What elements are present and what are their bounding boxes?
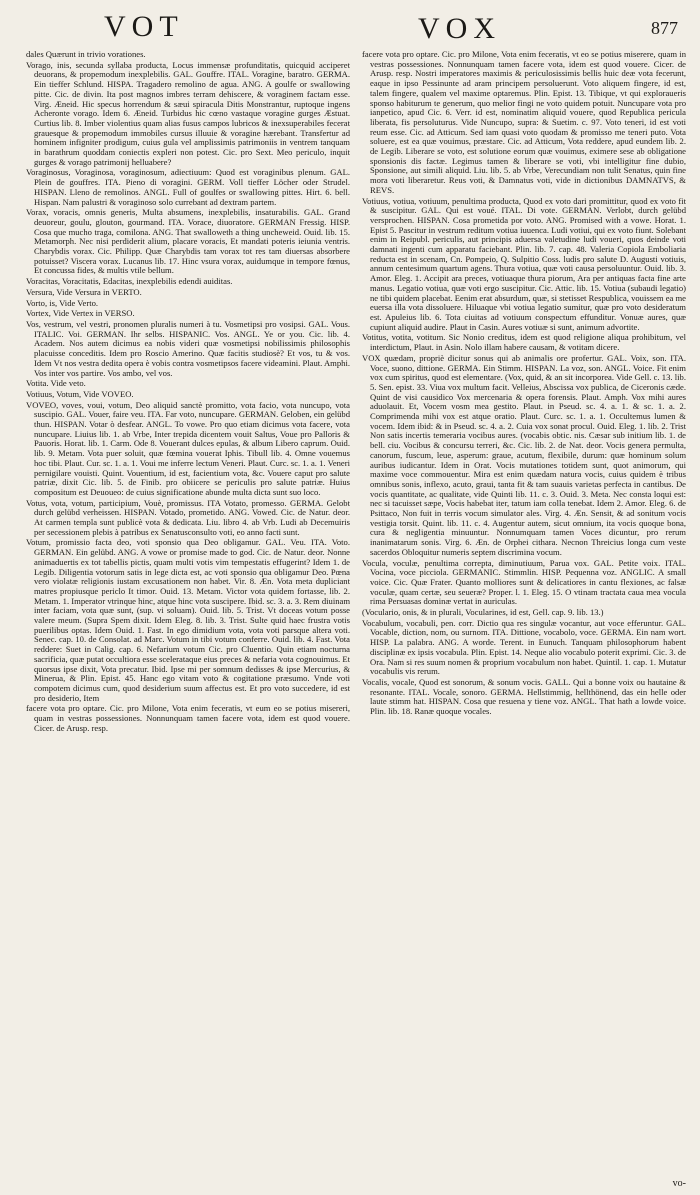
dictionary-entry: Versura, Vide Versura in VERTO. — [26, 286, 142, 297]
dictionary-entry: Votum, promissio facta deo, voti sponsio qua Deo obligamur. GAL. Veu. ITA. Voto. GERMAN. Ein gelübd. ANG. A vowe or promise made to god. Cic. de Natur. deor. Nonne animaduertis ex tot tabellis pictis, quam multi votis vim tempestatis effugerint? Idem 1. de Legib. Diligentia votorum satis in lege dicta est, ac voti sponsio qua obligamur Deo. Pœna vero violatæ religionis iustam excusationem non habet. Vir. 8. Æn. Vota meta dupliciant matres propiusque periclo It timor. Ouid. 13. Metam. Victor vota quidem fortasse, lib. 2. Metam. 1. Imperator vtrinque hinc, atque hinc vota suscipere. Ibid. sc. 3. a. 3. Rem diuinam inter faciam, vota quæ sunt, (sup. vi soluam). Ouid. lib. 5. Trist. Vt doceas votum posse valere meum. (Supra Spem dixit. Idem Eleg. 8. lib. 3. Trist. Sulte quid haec frustra votis puerilibus optas. Idem Ouid. 1. Fast. In ego dimidium vota, vota voti parsque altera voti. Senec. cap. 10. de Consolat. ad Marc. Votum in tibi votum conferre. Ouid. lib. 4. Fast. Vota reddere: Suet in Calig. cap. 6. Nefarium votum Cic. pro Cluentio. Quin etiam nocturna sacrificia, quæ putat occultiora esse scelerataque eius preces & nefaria vota cognouimus. Et quorsus ipse dixit, Vota precatur. Ibid. Ipse mi per somnum dedisses & ipse Mercurius, & Minerua, & Plin. Epist. 45. Hanc ego vitam voto & cogitatione præsumo. Vnde voti compotem dicimus cum, quod desiderium suum affectus est. Et pro voto succedere, id est pro desiderio, Item — [26, 537, 350, 703]
page-number: 877 — [651, 18, 678, 38]
dictionary-entry: Vorago, inis, secunda syllaba producta, Locus immensæ profunditatis, quicquid acciperet deuorans, & propemodum inexplebilis. GAL. Gouffre. ITAL. Voragine, baratro. GERMA. Ein tieffer Schlund. HISPA. Tragadero remolino de agua. ANG. A goulfe or swallowing pitte. Cic. de divin. Ita post magnos imbres terram dehiscere, & voraginem factam esse. Virg. Æneid. Hic specus horrendum & sæui spiracula Ditis Monstrantur, ruptoque ingens Acheronte vorago. Idem 6. Æneid. Turbidus hic cœno vastaque voragine gurges Æstuat. Curtius lib. 8. Imber violentius quam alias fusus campos lubricos & inexsuperabiles fecerat grauesque & propemodum immobiles cursus illuuie & voragine hærebant. Transfertur ad hominem infigniter prodigum, cuius gula vel amplissimis patrimoniis in ventrem tanquam in barathrum quoddam coniectis expleri non potest. Cic. pro Sext. Meo periculo, inquit gurges & vorago patrimonij helluabere? — [26, 59, 350, 167]
dictionary-entry: Votita. Vide veto. — [26, 378, 86, 389]
dictionary-entry: Votus, vota, votum, participium, Vouè, promissus. ITA Votato, promesso. GERMA. Gelobt durch gelübd verheissen. HISPAN. Votado, prometido. ANG. Vowed. Cic. de Natur. deor. At carmen templa sunt publicè vota & dedicata. Liu. libro 4. ab Vrb. Ludi ab Decemuiris per secessionem plebis à patribus ex Senatusconsulto voti, eo anno facti sunt. — [26, 497, 350, 537]
header-left-word: VOT — [104, 10, 184, 43]
dictionary-entry: Vorto, is, Vide Verto. — [26, 297, 99, 308]
dictionary-entry: Vocalis, vocale, Quod est sonorum, & sonum vocis. GALL. Qui a bonne voix ou hautaine & resonante. ITAL. Vocale, sonoro. GERMA. Hellstimmig, hellthönend, das ein helle oder laute stimm hat. HISPAN. Cosa que resuena y tiene voz. ANGL. That hath a lowde voice. Plin. lib. 18. Ranæ quoque vocales. — [362, 677, 686, 717]
dictionary-entry: Vocula, voculæ, penultima correpta, diminutiuum, Parua vox. GAL. Petite voix. ITAL. Vocina, voce picciola. GERMANIC. Stimmlin. HISP. Pequenna voz. ANGLIC. A small voice. Cic. Quæ Frater. Quanto molliores sunt & delicatiores in cantu flexiones, ac falsæ voculæ, quam certæ, seu seueræ? Proper. l. 1. Eleg. 15. O vtinam tractata caua mea vocula rima Persuasas dominæ vertat in auriculas. — [362, 557, 686, 607]
page-foot — [26, 1178, 686, 1189]
dictionary-entry: Vos, vestrum, vel vestri, pronomen pluralis numeri à tu. Vosmetipsi pro vosipsi. GAL. Vous. ITALIC. Voi. GERMAN. Ihr selbs. HISPANIC. Vos. ANGL. Ye or you. Cic. lib. 4. Academ. Nos autem dicimus ea nobis videri quæ vosmetipsi nobilissimis philosophis placuisse conceditis. Idem pro Roscio Amerino. Quæ facitis studiosè? Et vos, tu & vos. Idem Vt nos vestra dedita opera è vobis contra vosmetipsos facere videamini. Plaut. Amphi. Vos inter vos partire. Vos ambo, vel vos. — [26, 318, 350, 378]
dictionary-entry: Votiuus, Votum, Vide VOVEO. — [26, 388, 134, 399]
dictionary-entry: VOX quædam, propriè dicitur sonus qui ab animalis ore profertur. GAL. Voix, son. ITA. Voce, suono, dittione. GERMA. Ein Stimm. HISPAN. La voz, son. ANGL. Voice. Fit enim vox cum spiritus, quod est elementare. (Vox, quid, & an sit incorporea. Vide Gell. c. 13. lib. 5. Sen. epist. 33. Viua vox multum facit. Velleius, Abscissa vox publica, de Ciceronis cæde. Quint de visi causidico Vox mercenaria & opera forensis. Plaut. Amph. Vox mihi aures aduolauit. Et, Vocem vosm mea gestito. Plaut. in Pseud. sc. 4. a. 1. & sc. 1. a. 2. Comprimenda mihi vox est atque oratio. Plaut. Curc. sc. 1. a. 1. Occultemus lumen & vocem. Idem ibid: & in Pseud. sc. 4. a. 2. Cuia vox sonat procul. Ouid. Eleg. 1. lib. 2. Trist Non satis incertis temeraria vocibus aures. (vocabis obtic. nis. Cæsar sub initium lib. 1. de bell. ciu. Vocibus & concursu terreri, &c. Cic. lib. 2. de Nat. deor. Vocis genera permulta, canorum, fuscum, leue, asperum: graue, acutum, flexibile, durum: quæ hominum solum auribus iudicantur. Idem in Orat. Vocis mutationes totidem sunt, quot animorum, qui maxime voce commouentur. Mira est enim quædam natura vocis, cuius quidem è tribus omnibus sonis, inflexo, acuto, graui, tanta fit & tam suauis varietas perfecta in cantibus. De vocis quantitate, ac qualitate, vide Quinti lib. 11. c. 3. Ouid. 3. Meta. Nec consta loqui est: nec si tacuisset sæpe, Vocis habebat iter, tatum iam colla tenebat. Idem 2. Amor. Eleg. 6. de Psittaco, Non fuit in terris vocum simulator ales. Virg. 4. Æn. Sensit, & ad sonitum vocis vestigia torsit. Quint. lib. 11. c. 4. Augentur autem, sicut omnium, ita vocis quoque bona, cura & negligentia minuuntur. Nonnumquam tamen Voces dicuntur, pro rerum inanimatarum sonis. Virg. 6. Æn. de Orphei cithara. Necnon Threicius longa cum veste sacerdos Obloquitur numeris septem discrimina vocum. — [362, 352, 686, 557]
header-right-word: VOX — [418, 12, 501, 45]
dictionary-entry: Voracitas, Voracitatis, Edacitas, inexplebilis edendi auiditas. — [26, 276, 233, 287]
dictionary-entry: Vocabulum, vocabuli, pen. corr. Dictio qua res singulæ vocantur, aut voce efferuntur. GAL. Vocable, diction, nom, ou surnom. ITA. Dittione, vocabolo, voce. GERMA. Ein nam wort. HISP. La palabra. ANG. A worde. Terent. in Eunuch. Tanquam philosophorum habent disciplinæ ex ipsis vocabula. Plin. Epist. 14. Neque alio vocabulo poterit exprimi. Cic. 3. de Ora. Nam si res suum nomen & proprium vocabulum non habet. Quintil. 1. cap. 1. Mutatur vocabulis vis rerum. — [362, 617, 686, 677]
dictionary-entry: facere vota pro optare. Cic. pro Milone, Vota enim feceratis, vt eum eo se potius misereri, quam in vestras possessiones. Nonnunquam tamen facere vota, idem est quod vouere. Cicer. de Arusp. resp. — [26, 703, 350, 733]
dictionary-entry: Votiuus, votiua, votiuum, penultima producta, Quod ex voto dari promittitur, quod ex voto fit & suscipitur. GAL. Qui est voué. ITAL. Di vote. GERMAN. Verlobt, durch gelübd versprochen. HISPAN. Cosa prometida por voto. ANG. Promised with a vowe. Horat. 1. Epist 5. Pascitur in vestrum reditum votiua iuuenca. Ludi votiui, qui ex voto fiunt. Solebant enim in Reipubl. periculis, aut principis aduersa valetudine ludi voueri, quos deinde voti damnati ingenti cum apparatu faciebant. Plin. lib. 7. cap. 48. Valeria Copiola Emboliaria reducta est in scenam, Cn. Pompeio, Q. Sulpitio Coss. ludis pro salute D. Augusti votiuis, annum centesimum quartum agens. Thura votiua, quæ voti causa persoluuntur. Ouid. lib. 3. Amor. Eleg. 1. Accipit ara preces, votiuaque thura piorum, Ara per antiquas facta fine arte manus. Legatio votiua, quæ voti ergo suscipitur. Cic. Attic. lib. 15. Votiua (subaudi legatio) ne tibi quidem placebat. Eenim erat absurdum, quæ, si stetisset Respublica, vouissem ea me euersa illa vota dissoluere. Hiluaque vbi votiua legatio sumitur, quæ pro voto desideratum est. Apuleius lib. 6. Tota ciuitas ad votiuum conspectum effunditur. Vonuæ aures, quæ cupiunt aliquid audire. Plaut in Casin. Aures votiuæ si sunt, animum advortite. — [362, 195, 686, 332]
left-column — [26, 50, 350, 735]
running-header — [26, 10, 686, 50]
right-column — [362, 50, 686, 735]
catchword: vo- — [672, 1178, 686, 1189]
dictionary-entry: dales Quærunt in trivio vorationes. — [26, 49, 146, 59]
dictionary-entry: facere vota pro optare. Cic. pro Milone, Vota enim feceratis, vt eo se potius miserere, quam in vestras possessiones. Nonnunquam tamen facere vota, idem est quod vouere. Cicer. de Arusp. resp. Nostri imperatores maximis & periculosissimis bellis huic deæ vota fecerunt, eaque in ipso Pessinunte ad aram principem persoluerunt. Voto aliquem fingere, id est, talem fingere, qualem vel maxime optaremus. Plin. Epist. 13. Tibique, vt qui exploraueris sponso habiturum te generum, quo melior fingi ne voto quidem potuit. Nuncupare vota pro ianpetico, apud Cic. 6. Verr. id est, nominatim aliquid vouere, quod Republica pericula liberata, fis persoluturus. Vide Nuncupo, supra: & Suetim. c. 97. Voto teneri, id est voti reum esse. Cic. ad Atticum. Sed iam quasi voto quodam & promisso me teneri puto. Vota soluere, est ea quæ vouimus, præstare. Cic. ad Atticum, Vota reddere, apud eundem lib. 2. de Legib. Liberare se voto, est solutione eorum quæ vouimus, eximere sese ab obligatione sponsionis dis factæ. Legimus tamen & liberare se voti, vbi intelligitur fine dubio, Sponsione, aut simili aliquid. Liu. lib. 5. ab Vrbe, Verecundiam non tulit Senatus, quin fine mora voti liberaretur. Reus voti, & Damnatus voti, vide in dictionibus DAMNATVS, & REVS. — [362, 49, 686, 195]
dictionary-entry: VOVEO, voves, voui, votum, Deo aliquid sanctè promitto, vota facio, vota nuncupo, vota suscipio. GAL. Vouer, faire veu. ITA. Far voto, nuncupare. GERMAN. Geloben, ein gelübd thun. HISPAN. Votar ò desfear. ANGL. To vowe. Pro quo etiam dicimus vota facere, vota nuncupare. Liuius lib. 1. ab Vrbe, Inter trepida dicentem vouit Saltus, Voue pro Palloris & Pauoris. Horat. lib. 1. Carm. Ode 8. Vouerant dulces epulas, & album Libero caprum. Ouid. lib. 9. Metam. Vota puer soluit, quæ fœmina vouerat Iphis. Tibull lib. 4. Omne vouemus hoc tibi. Plaut. Cur. sc. 1. a. 1. Voui me inferre lectum Veneri. Plaut. Curc. sc. 1. a. 1. Veneri pernigilare vouisti. Quint. Vouentium, id est, facientium vota, &c. Vouere caput pro salute patriæ, dixit Cic. lib. 5. de Finib. pro obiicere se periculis pro salute patriæ. Huius compositum est Deuoueo: de cuius significatione abunde multa dicta sunt suo loco. — [26, 399, 350, 497]
dictionary-entry: Votitus, votita, votitum. Sic Nonio creditus, idem est quod religione aliqua prohibitum, vel interdictum, Plaut. in Asin. Nolo illam habere causam, & votitam dicere. — [362, 332, 686, 353]
dictionary-entry: (Voculario, onis, & in plurali, Vocularines, id est, Gell. cap. 9. lib. 13.) — [362, 607, 604, 618]
two-column-body — [26, 50, 686, 735]
dictionary-entry: Vortex, Vide Vertex in VERSO. — [26, 308, 135, 319]
dictionary-entry: Vorax, voracis, omnis generis, Multa absumens, inexplebilis, insaturabilis. GAL. Grand deuoreur, goulu, glouton, gourmand. ITA. Vorace, diuoratore. GERMAN Fressig. HISP. Cosa que mucho traga, comilona. ANG. That swalloweth a thing uncheweid. Ouid. lib. 15. Metamorph. Nec nisi perdiderit alium, placare voracis, Et mandati poteris ieiunia ventris. Charybdis vorax. Cic. Philipp. Quæ Charybdis tam vorax tot res tam diuersas absorbere potuisset? Viscera vorax. Lucanus lib. 17. Hinc vsura vorax, auidumque in tempore fœnus, Et concussa fides, & multis vtile bellum. — [26, 207, 350, 276]
dictionary-entry: Voraginosus, Voraginosa, voraginosum, adiectiuum: Quod est voraginibus plenum. GAL. Plein de gouffres. ITA. Pieno di voragini. GERM. Voll tieffer Löcher oder Strudel. HISPAN. Lleno de remolinos. ANGL. Full of goulfes or swallowing pittes. Hirt. 6. bell. Hispan. Nam palustri & voraginoso solo currebant ad dextram partem. — [26, 167, 350, 207]
